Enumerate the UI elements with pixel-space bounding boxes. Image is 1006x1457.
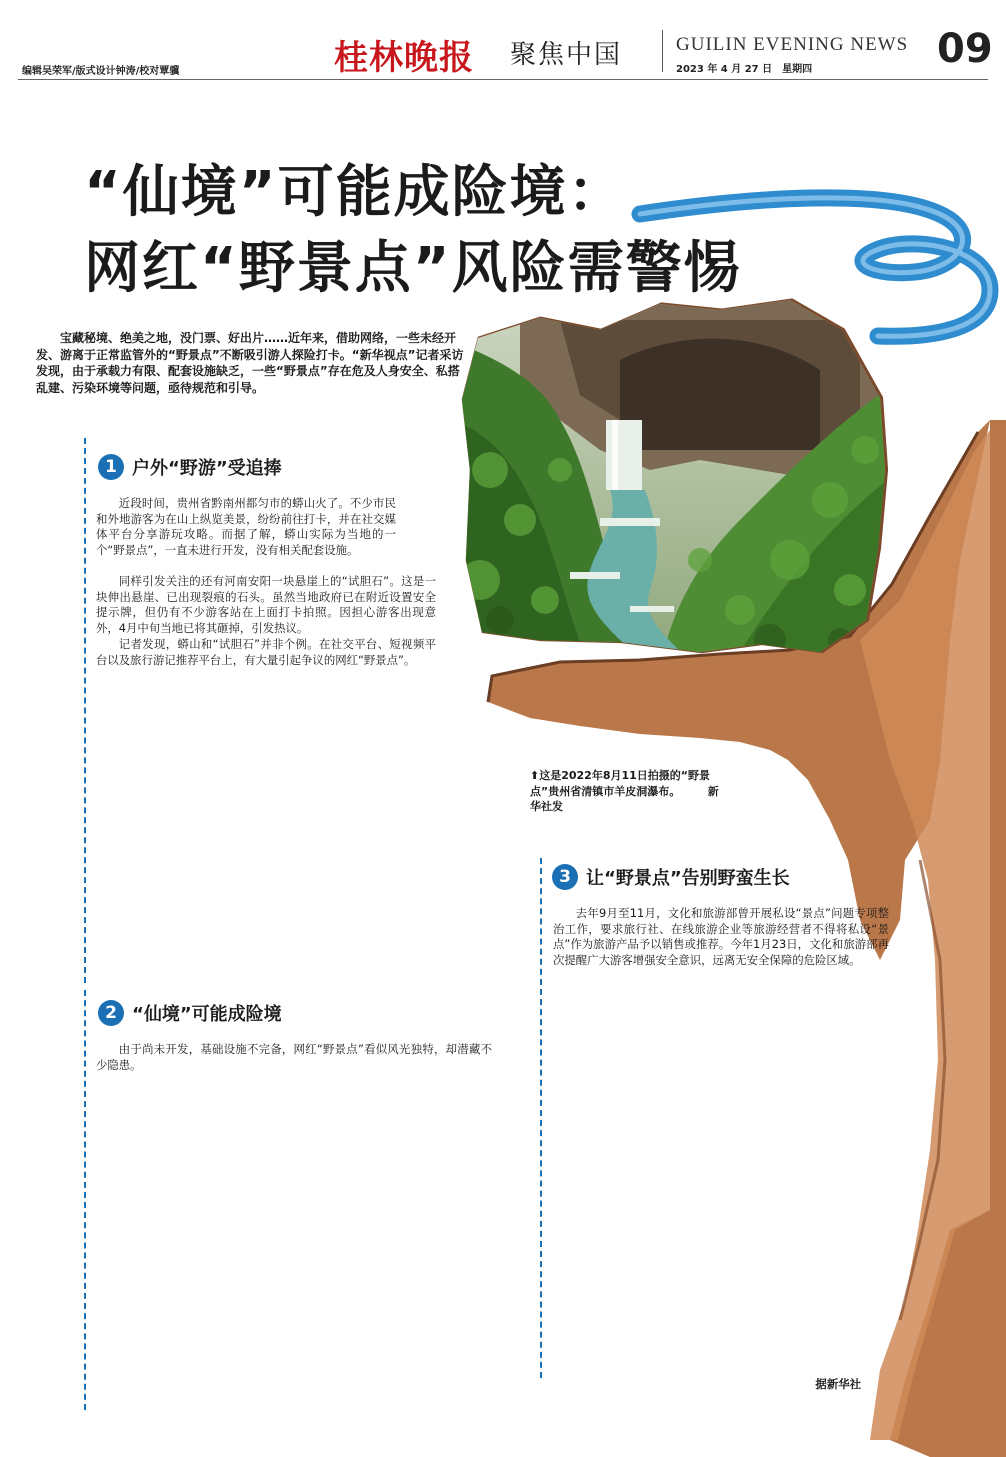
section-3-paragraph: 去年9月至11月，文化和旅游部曾开展私设“景点”问题专项整治工作，要求旅行社、在线旅游企业等旅游经营者不得将私设“景点”作为旅游产品予以销售或推荐。今年1月23日，文化和旅游部再次提醒广大游客增强安全意识，远离无安全保障的危险区域。 — [553, 906, 889, 968]
section-1-heading — [98, 454, 282, 480]
section-2-number: 2 — [98, 1000, 124, 1026]
waterfall-photo — [450, 290, 900, 670]
headline-line-1: “仙境”可能成险境： — [84, 160, 626, 225]
header-divider — [662, 30, 663, 72]
section-3-rule — [540, 858, 542, 1378]
section-3-number: 3 — [552, 864, 578, 890]
page-number: 09 — [937, 26, 993, 72]
photo-caption: ⬆这是2022年8月11日拍摄的“野景点”贵州省清镇市羊皮洞瀑布。 新华社发 — [530, 769, 719, 814]
section-1-body-cont — [96, 574, 436, 668]
section-2-heading — [98, 1000, 282, 1026]
section-3-heading — [552, 864, 790, 890]
section-1-paragraph: 同样引发关注的还有河南安阳一块悬崖上的“试胆石”。这是一块伸出悬崖、已出现裂痕的石头。虽然当地政府已在附近设置安全提示牌，但仍有不少游客站在上面打卡拍照。因担心游客出现意外，4月中旬当地已将其砸掉，引发热议。 — [96, 574, 436, 636]
section-1-title: 户外“野游”受追捧 — [132, 458, 282, 479]
english-name: GUILIN EVENING NEWS — [676, 34, 909, 55]
section-1-body — [96, 496, 396, 559]
section-3-title: 让“野景点”告别野蛮生长 — [586, 868, 790, 889]
issue-date: 2023 年 4 月 27 日 星期四 — [676, 64, 813, 75]
lead-paragraph — [36, 330, 466, 396]
header-rule — [18, 79, 988, 80]
section-1-paragraph: 近段时间，贵州省黔南州都匀市的蟒山火了。不少市民和外地游客为在山上纵览美景，纷纷前往打卡，并在社交媒体平台分享游玩攻略。而据了解，蟒山实际为当地的一个“野景点”，一直未进行开发，没有相关配套设施。 — [96, 496, 396, 558]
source-byline: 据新华社 — [815, 1377, 861, 1391]
section-1-paragraph: 记者发现，蟒山和“试胆石”并非个例。在社交平台、短视频平台以及旅行游记推荐平台上，有大量引起争议的网红“野景点”。 — [96, 636, 436, 667]
section-2-paragraph: 由于尚未开发，基础设施不完备，网红“野景点”看似风光独特，却潜藏不少隐患。 — [96, 1042, 492, 1072]
newspaper-masthead: 桂林晚报 — [334, 38, 474, 78]
section-1-rule — [84, 438, 86, 983]
headline-line-2: 网红“野景点”风险需警惕 — [84, 236, 742, 301]
section-1-number: 1 — [98, 454, 124, 480]
section-name: 聚焦中国 — [510, 40, 623, 70]
section-3-body — [553, 906, 889, 969]
section-2-title: “仙境”可能成险境 — [132, 1004, 282, 1025]
editor-credits: 编辑吴荣军/版式设计钟涛/校对覃骥 — [22, 66, 180, 77]
section-2-body — [96, 1042, 492, 1073]
section-2-rule — [84, 990, 86, 1410]
lead-text: 宝藏秘境、绝美之地，没门票、好出片……近年来，借助网络，一些未经开发、游离于正常监管外的“野景点”不断吸引游人探险打卡。“新华视点”记者采访发现，由于承载力有限、配套设施缺乏，一些“野景点”存在危及人身安全、私搭乱建、污染环境等问题，亟待规范和引导。 — [36, 331, 464, 395]
